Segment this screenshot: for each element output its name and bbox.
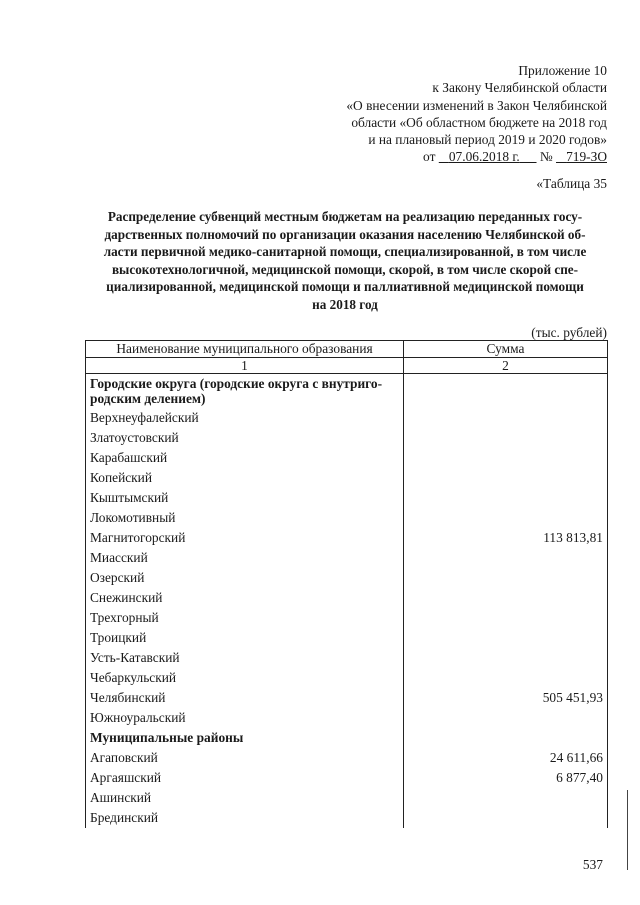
amount: 505 451,93 xyxy=(404,688,608,708)
amount xyxy=(404,548,608,568)
group-label: Городские округа (городские округа с внутриго- родским делением) xyxy=(86,374,404,409)
amount xyxy=(404,648,608,668)
table-row xyxy=(86,608,608,628)
municipality-name: Верхнеуфалейский xyxy=(86,408,404,428)
column-index: 2 xyxy=(404,358,608,374)
subventions-table xyxy=(85,340,608,828)
law-number: 719-ЗО xyxy=(566,149,607,165)
municipality-name: Снежинский xyxy=(86,588,404,608)
table-row xyxy=(86,808,608,828)
municipality-name: Златоустовский xyxy=(86,428,404,448)
appendix-line: и на плановый период 2019 и 2020 годов» xyxy=(368,132,607,148)
scan-edge-line xyxy=(627,790,628,870)
municipality-name: Карабашский xyxy=(86,448,404,468)
table-row xyxy=(86,588,608,608)
group-sum xyxy=(404,374,608,409)
amount xyxy=(404,628,608,648)
title-line: ласти первичной медико-санитарной помощи, специализированной, в том числе xyxy=(103,244,587,259)
table-row xyxy=(86,668,608,688)
table-row xyxy=(86,568,608,588)
amount xyxy=(404,788,608,808)
municipality-name: Магнитогорский xyxy=(86,528,404,548)
appendix-block xyxy=(277,62,607,166)
municipality-name: Челябинский xyxy=(86,688,404,708)
municipality-name: Чебаркульский xyxy=(86,668,404,688)
title-line: циализированной, медицинской помощи и паллиативной медицинской помощи xyxy=(106,279,584,294)
amount xyxy=(404,668,608,688)
municipality-name: Усть-Катавский xyxy=(86,648,404,668)
table-row xyxy=(86,768,608,788)
municipality-name: Копейский xyxy=(86,468,404,488)
amount: 24 611,66 xyxy=(404,748,608,768)
appendix-line: области «Об областном бюджете на 2018 год xyxy=(351,114,607,130)
appendix-line: к Закону Челябинской области xyxy=(432,80,607,96)
amount xyxy=(404,588,608,608)
municipality-name: Троицкий xyxy=(86,628,404,648)
table-row xyxy=(86,548,608,568)
municipality-name: Брединский xyxy=(86,808,404,828)
column-index: 1 xyxy=(86,358,404,374)
group-sum xyxy=(404,728,608,748)
table-row xyxy=(86,628,608,648)
municipality-name: Локомотивный xyxy=(86,508,404,528)
amount xyxy=(404,488,608,508)
amount xyxy=(404,408,608,428)
table-row xyxy=(86,508,608,528)
municipality-name: Кыштымский xyxy=(86,488,404,508)
title-line: Распределение субвенций местным бюджетам на реализацию переданных госу- xyxy=(107,209,583,224)
date-prefix: от xyxy=(423,149,436,165)
law-date: 07.06.2018 г. xyxy=(448,149,520,165)
table-row xyxy=(86,688,608,708)
amount xyxy=(404,808,608,828)
table-row xyxy=(86,528,608,548)
title-line: дарственных полномочий по организации оказания населению Челябинской об- xyxy=(104,226,586,242)
amount xyxy=(404,448,608,468)
municipality-name: Ашинский xyxy=(86,788,404,808)
title-line: высокотехнологичной, медицинской помощи, скорой, в том числе скорой спе- xyxy=(111,261,579,277)
units-label: (тыс. рублей) xyxy=(531,325,607,340)
number-prefix: № xyxy=(539,149,553,165)
municipality-name: Агаповский xyxy=(86,748,404,768)
page-number: 537 xyxy=(582,857,603,872)
appendix-line: «О внесении изменений в Закон Челябинской xyxy=(346,97,607,113)
column-header-sum: Сумма xyxy=(404,341,608,358)
amount xyxy=(404,608,608,628)
amount xyxy=(404,508,608,528)
table-row xyxy=(86,468,608,488)
table-row xyxy=(86,708,608,728)
table-row xyxy=(86,748,608,768)
table-row xyxy=(86,448,608,468)
amount xyxy=(404,568,608,588)
table-row xyxy=(86,648,608,668)
amount xyxy=(404,708,608,728)
amount xyxy=(404,428,608,448)
municipality-name: Миасский xyxy=(86,548,404,568)
group-label: Муниципальные районы xyxy=(86,728,404,748)
municipality-name: Озерский xyxy=(86,568,404,588)
table-row xyxy=(86,488,608,508)
group-row-city-districts xyxy=(86,374,608,409)
amount xyxy=(404,468,608,488)
table-row xyxy=(86,428,608,448)
law-date-number xyxy=(277,148,607,165)
amount: 6 877,40 xyxy=(404,768,608,788)
title-line: на 2018 год xyxy=(312,296,378,312)
municipality-name: Трехгорный xyxy=(86,608,404,628)
table-row xyxy=(86,788,608,808)
municipality-name: Южноуральский xyxy=(86,708,404,728)
appendix-line: Приложение 10 xyxy=(518,63,607,78)
table-label: «Таблица 35 xyxy=(536,176,607,191)
group-row-municipal-districts xyxy=(86,728,608,748)
municipality-name: Аргаяшский xyxy=(86,768,404,788)
table-row xyxy=(86,408,608,428)
column-header-name: Наименование муниципального образования xyxy=(86,341,404,358)
document-title xyxy=(78,208,612,313)
amount: 113 813,81 xyxy=(404,528,608,548)
